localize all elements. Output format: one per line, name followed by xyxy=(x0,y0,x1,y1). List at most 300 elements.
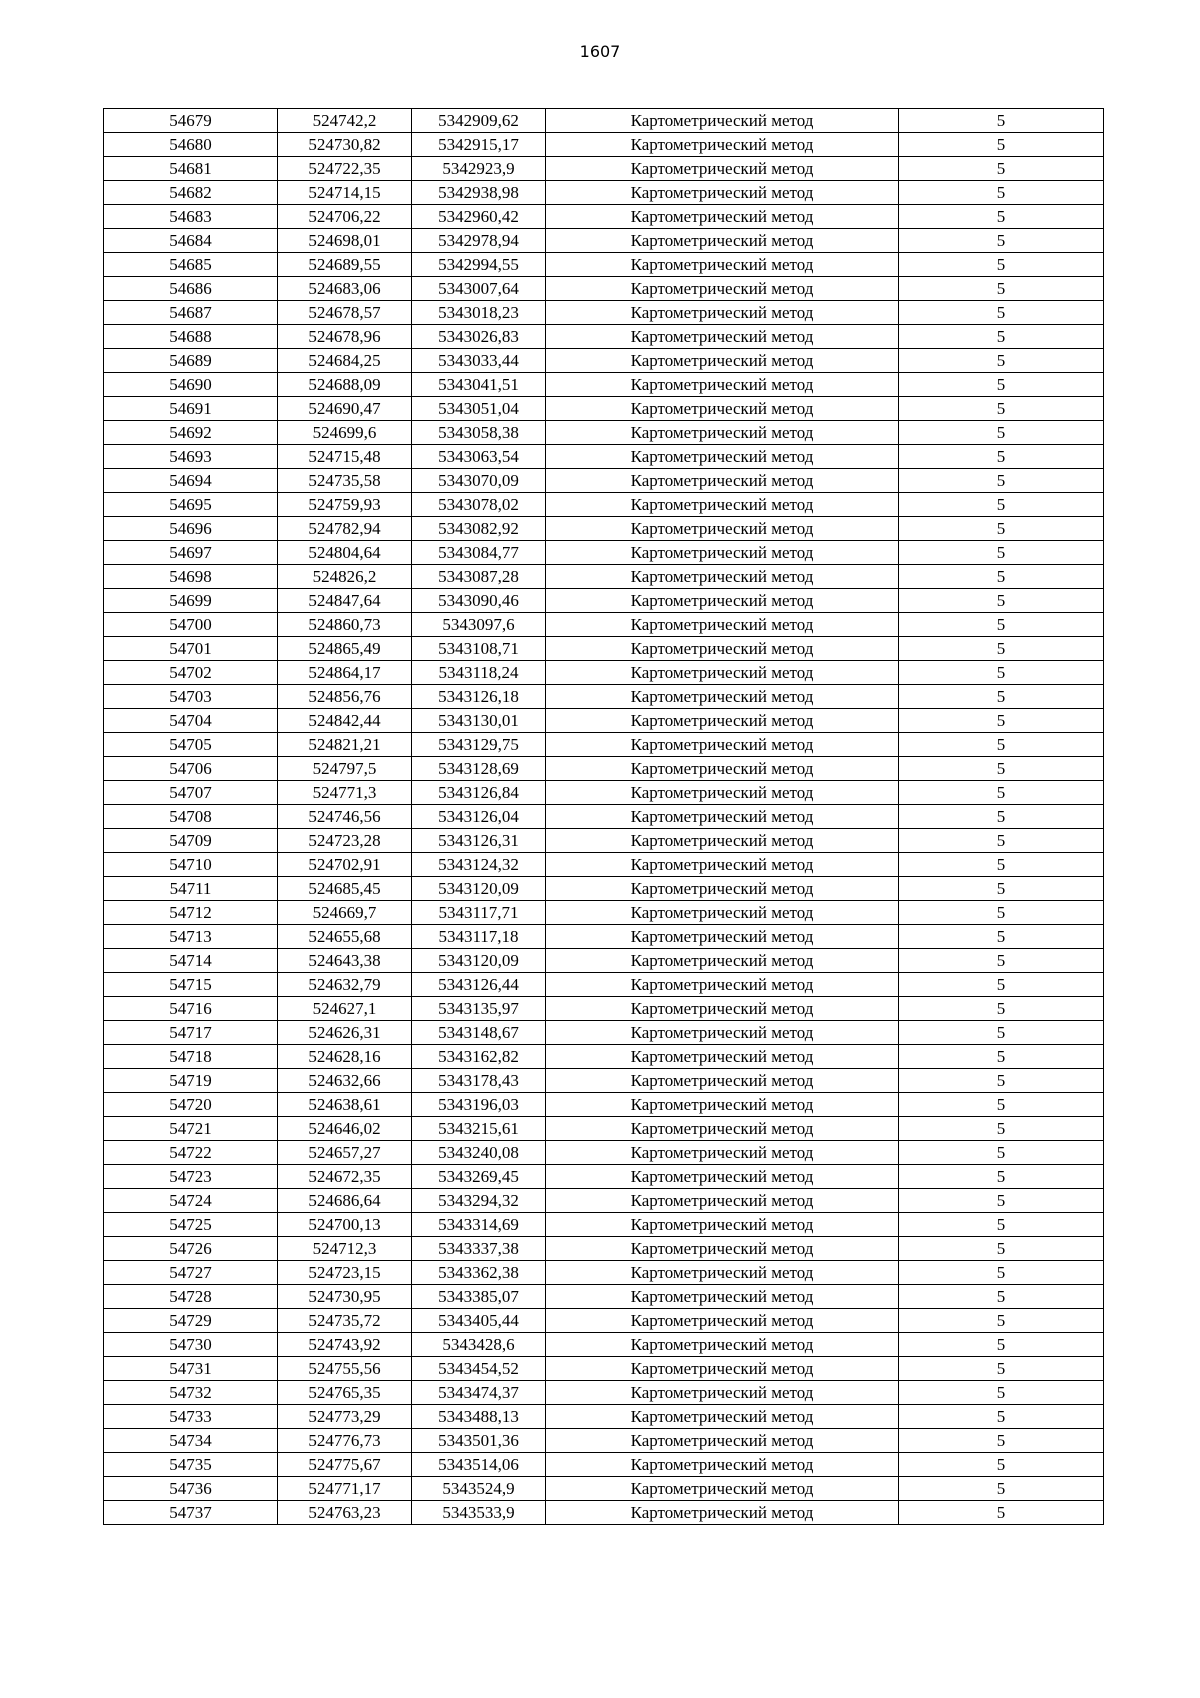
accuracy-cell: 5 xyxy=(899,253,1104,277)
accuracy-cell: 5 xyxy=(899,589,1104,613)
table-row xyxy=(104,1285,1104,1309)
method-cell: Картометрический метод xyxy=(546,829,899,853)
method-cell: Картометрический метод xyxy=(546,109,899,133)
accuracy-cell: 5 xyxy=(899,349,1104,373)
table-row xyxy=(104,1261,1104,1285)
method-cell: Картометрический метод xyxy=(546,733,899,757)
point-number-cell: 54716 xyxy=(104,997,278,1021)
table-row xyxy=(104,1405,1104,1429)
table-row xyxy=(104,829,1104,853)
x-coordinate-cell: 524698,01 xyxy=(278,229,412,253)
method-cell: Картометрический метод xyxy=(546,1381,899,1405)
accuracy-cell: 5 xyxy=(899,1333,1104,1357)
method-cell: Картометрический метод xyxy=(546,565,899,589)
point-number-cell: 54702 xyxy=(104,661,278,685)
x-coordinate-cell: 524856,76 xyxy=(278,685,412,709)
y-coordinate-cell: 5343120,09 xyxy=(412,949,546,973)
y-coordinate-cell: 5343108,71 xyxy=(412,637,546,661)
x-coordinate-cell: 524700,13 xyxy=(278,1213,412,1237)
accuracy-cell: 5 xyxy=(899,973,1104,997)
method-cell: Картометрический метод xyxy=(546,1213,899,1237)
table-row xyxy=(104,1333,1104,1357)
x-coordinate-cell: 524735,72 xyxy=(278,1309,412,1333)
point-number-cell: 54703 xyxy=(104,685,278,709)
method-cell: Картометрический метод xyxy=(546,229,899,253)
x-coordinate-cell: 524742,2 xyxy=(278,109,412,133)
table-row xyxy=(104,397,1104,421)
y-coordinate-cell: 5343269,45 xyxy=(412,1165,546,1189)
point-number-cell: 54707 xyxy=(104,781,278,805)
accuracy-cell: 5 xyxy=(899,637,1104,661)
accuracy-cell: 5 xyxy=(899,1309,1104,1333)
table-row xyxy=(104,541,1104,565)
x-coordinate-cell: 524685,45 xyxy=(278,877,412,901)
method-cell: Картометрический метод xyxy=(546,613,899,637)
y-coordinate-cell: 5343178,43 xyxy=(412,1069,546,1093)
method-cell: Картометрический метод xyxy=(546,805,899,829)
y-coordinate-cell: 5343033,44 xyxy=(412,349,546,373)
point-number-cell: 54687 xyxy=(104,301,278,325)
point-number-cell: 54695 xyxy=(104,493,278,517)
x-coordinate-cell: 524826,2 xyxy=(278,565,412,589)
point-number-cell: 54719 xyxy=(104,1069,278,1093)
x-coordinate-cell: 524669,7 xyxy=(278,901,412,925)
table-row xyxy=(104,1429,1104,1453)
point-number-cell: 54698 xyxy=(104,565,278,589)
y-coordinate-cell: 5343026,83 xyxy=(412,325,546,349)
method-cell: Картометрический метод xyxy=(546,133,899,157)
point-number-cell: 54685 xyxy=(104,253,278,277)
y-coordinate-cell: 5343362,38 xyxy=(412,1261,546,1285)
x-coordinate-cell: 524686,64 xyxy=(278,1189,412,1213)
method-cell: Картометрический метод xyxy=(546,373,899,397)
accuracy-cell: 5 xyxy=(899,877,1104,901)
x-coordinate-cell: 524723,15 xyxy=(278,1261,412,1285)
method-cell: Картометрический метод xyxy=(546,685,899,709)
x-coordinate-cell: 524638,61 xyxy=(278,1093,412,1117)
y-coordinate-cell: 5342994,55 xyxy=(412,253,546,277)
method-cell: Картометрический метод xyxy=(546,445,899,469)
y-coordinate-cell: 5343070,09 xyxy=(412,469,546,493)
y-coordinate-cell: 5342923,9 xyxy=(412,157,546,181)
x-coordinate-cell: 524864,17 xyxy=(278,661,412,685)
method-cell: Картометрический метод xyxy=(546,397,899,421)
y-coordinate-cell: 5343454,52 xyxy=(412,1357,546,1381)
y-coordinate-cell: 5343117,71 xyxy=(412,901,546,925)
table-row xyxy=(104,853,1104,877)
accuracy-cell: 5 xyxy=(899,757,1104,781)
method-cell: Картометрический метод xyxy=(546,1357,899,1381)
method-cell: Картометрический метод xyxy=(546,301,899,325)
y-coordinate-cell: 5343126,44 xyxy=(412,973,546,997)
point-number-cell: 54721 xyxy=(104,1117,278,1141)
point-number-cell: 54725 xyxy=(104,1213,278,1237)
accuracy-cell: 5 xyxy=(899,1285,1104,1309)
x-coordinate-cell: 524683,06 xyxy=(278,277,412,301)
point-number-cell: 54728 xyxy=(104,1285,278,1309)
method-cell: Картометрический метод xyxy=(546,517,899,541)
x-coordinate-cell: 524678,57 xyxy=(278,301,412,325)
table-row xyxy=(104,1141,1104,1165)
x-coordinate-cell: 524657,27 xyxy=(278,1141,412,1165)
table-row xyxy=(104,709,1104,733)
accuracy-cell: 5 xyxy=(899,1117,1104,1141)
point-number-cell: 54694 xyxy=(104,469,278,493)
table-row xyxy=(104,229,1104,253)
y-coordinate-cell: 5342915,17 xyxy=(412,133,546,157)
point-number-cell: 54714 xyxy=(104,949,278,973)
accuracy-cell: 5 xyxy=(899,517,1104,541)
accuracy-cell: 5 xyxy=(899,1045,1104,1069)
y-coordinate-cell: 5342938,98 xyxy=(412,181,546,205)
x-coordinate-cell: 524743,92 xyxy=(278,1333,412,1357)
y-coordinate-cell: 5343126,18 xyxy=(412,685,546,709)
table-row xyxy=(104,109,1104,133)
y-coordinate-cell: 5343129,75 xyxy=(412,733,546,757)
x-coordinate-cell: 524730,95 xyxy=(278,1285,412,1309)
table-row xyxy=(104,301,1104,325)
y-coordinate-cell: 5343162,82 xyxy=(412,1045,546,1069)
point-number-cell: 54679 xyxy=(104,109,278,133)
x-coordinate-cell: 524626,31 xyxy=(278,1021,412,1045)
x-coordinate-cell: 524842,44 xyxy=(278,709,412,733)
x-coordinate-cell: 524655,68 xyxy=(278,925,412,949)
point-number-cell: 54718 xyxy=(104,1045,278,1069)
x-coordinate-cell: 524723,28 xyxy=(278,829,412,853)
method-cell: Картометрический метод xyxy=(546,1045,899,1069)
point-number-cell: 54732 xyxy=(104,1381,278,1405)
accuracy-cell: 5 xyxy=(899,1093,1104,1117)
method-cell: Картометрический метод xyxy=(546,421,899,445)
point-number-cell: 54726 xyxy=(104,1237,278,1261)
accuracy-cell: 5 xyxy=(899,997,1104,1021)
table-row xyxy=(104,1357,1104,1381)
method-cell: Картометрический метод xyxy=(546,349,899,373)
x-coordinate-cell: 524782,94 xyxy=(278,517,412,541)
y-coordinate-cell: 5343082,92 xyxy=(412,517,546,541)
y-coordinate-cell: 5343196,03 xyxy=(412,1093,546,1117)
method-cell: Картометрический метод xyxy=(546,1189,899,1213)
table-row xyxy=(104,1453,1104,1477)
accuracy-cell: 5 xyxy=(899,781,1104,805)
point-number-cell: 54697 xyxy=(104,541,278,565)
accuracy-cell: 5 xyxy=(899,1165,1104,1189)
accuracy-cell: 5 xyxy=(899,1429,1104,1453)
accuracy-cell: 5 xyxy=(899,277,1104,301)
point-number-cell: 54688 xyxy=(104,325,278,349)
table-row xyxy=(104,373,1104,397)
accuracy-cell: 5 xyxy=(899,853,1104,877)
method-cell: Картометрический метод xyxy=(546,1405,899,1429)
table-row xyxy=(104,1165,1104,1189)
x-coordinate-cell: 524690,47 xyxy=(278,397,412,421)
x-coordinate-cell: 524847,64 xyxy=(278,589,412,613)
method-cell: Картометрический метод xyxy=(546,925,899,949)
y-coordinate-cell: 5342978,94 xyxy=(412,229,546,253)
x-coordinate-cell: 524775,67 xyxy=(278,1453,412,1477)
point-number-cell: 54736 xyxy=(104,1477,278,1501)
table-row xyxy=(104,1093,1104,1117)
table-row xyxy=(104,613,1104,637)
accuracy-cell: 5 xyxy=(899,229,1104,253)
x-coordinate-cell: 524735,58 xyxy=(278,469,412,493)
method-cell: Картометрический метод xyxy=(546,1237,899,1261)
table-row xyxy=(104,925,1104,949)
table-row xyxy=(104,133,1104,157)
x-coordinate-cell: 524702,91 xyxy=(278,853,412,877)
y-coordinate-cell: 5343018,23 xyxy=(412,301,546,325)
point-number-cell: 54681 xyxy=(104,157,278,181)
page-number: 1607 xyxy=(579,42,621,61)
x-coordinate-cell: 524771,3 xyxy=(278,781,412,805)
x-coordinate-cell: 524672,35 xyxy=(278,1165,412,1189)
y-coordinate-cell: 5343084,77 xyxy=(412,541,546,565)
point-number-cell: 54690 xyxy=(104,373,278,397)
accuracy-cell: 5 xyxy=(899,181,1104,205)
table-row xyxy=(104,493,1104,517)
table-row xyxy=(104,1213,1104,1237)
table-row xyxy=(104,661,1104,685)
x-coordinate-cell: 524627,1 xyxy=(278,997,412,1021)
table-row xyxy=(104,781,1104,805)
table-row xyxy=(104,157,1104,181)
y-coordinate-cell: 5342960,42 xyxy=(412,205,546,229)
accuracy-cell: 5 xyxy=(899,205,1104,229)
table-row xyxy=(104,1189,1104,1213)
method-cell: Картометрический метод xyxy=(546,325,899,349)
x-coordinate-cell: 524706,22 xyxy=(278,205,412,229)
point-number-cell: 54705 xyxy=(104,733,278,757)
table-row xyxy=(104,901,1104,925)
table-row xyxy=(104,685,1104,709)
y-coordinate-cell: 5343126,04 xyxy=(412,805,546,829)
method-cell: Картометрический метод xyxy=(546,1285,899,1309)
method-cell: Картометрический метод xyxy=(546,1477,899,1501)
coordinates-table-body xyxy=(104,109,1104,1525)
x-coordinate-cell: 524688,09 xyxy=(278,373,412,397)
point-number-cell: 54706 xyxy=(104,757,278,781)
table-row xyxy=(104,1501,1104,1525)
y-coordinate-cell: 5343337,38 xyxy=(412,1237,546,1261)
point-number-cell: 54720 xyxy=(104,1093,278,1117)
point-number-cell: 54724 xyxy=(104,1189,278,1213)
accuracy-cell: 5 xyxy=(899,733,1104,757)
x-coordinate-cell: 524722,35 xyxy=(278,157,412,181)
table-row xyxy=(104,733,1104,757)
point-number-cell: 54700 xyxy=(104,613,278,637)
method-cell: Картометрический метод xyxy=(546,541,899,565)
method-cell: Картометрический метод xyxy=(546,1093,899,1117)
y-coordinate-cell: 5343097,6 xyxy=(412,613,546,637)
accuracy-cell: 5 xyxy=(899,1453,1104,1477)
table-row xyxy=(104,469,1104,493)
x-coordinate-cell: 524678,96 xyxy=(278,325,412,349)
accuracy-cell: 5 xyxy=(899,949,1104,973)
table-row xyxy=(104,205,1104,229)
y-coordinate-cell: 5343126,84 xyxy=(412,781,546,805)
y-coordinate-cell: 5343063,54 xyxy=(412,445,546,469)
accuracy-cell: 5 xyxy=(899,541,1104,565)
point-number-cell: 54710 xyxy=(104,853,278,877)
y-coordinate-cell: 5343533,9 xyxy=(412,1501,546,1525)
method-cell: Картометрический метод xyxy=(546,853,899,877)
table-row xyxy=(104,1117,1104,1141)
x-coordinate-cell: 524865,49 xyxy=(278,637,412,661)
point-number-cell: 54737 xyxy=(104,1501,278,1525)
accuracy-cell: 5 xyxy=(899,1477,1104,1501)
y-coordinate-cell: 5343120,09 xyxy=(412,877,546,901)
method-cell: Картометрический метод xyxy=(546,1165,899,1189)
point-number-cell: 54709 xyxy=(104,829,278,853)
point-number-cell: 54680 xyxy=(104,133,278,157)
accuracy-cell: 5 xyxy=(899,829,1104,853)
table-row xyxy=(104,445,1104,469)
table-row xyxy=(104,1309,1104,1333)
y-coordinate-cell: 5343501,36 xyxy=(412,1429,546,1453)
x-coordinate-cell: 524715,48 xyxy=(278,445,412,469)
accuracy-cell: 5 xyxy=(899,1261,1104,1285)
table-row xyxy=(104,1477,1104,1501)
method-cell: Картометрический метод xyxy=(546,277,899,301)
method-cell: Картометрический метод xyxy=(546,1069,899,1093)
accuracy-cell: 5 xyxy=(899,805,1104,829)
x-coordinate-cell: 524755,56 xyxy=(278,1357,412,1381)
accuracy-cell: 5 xyxy=(899,1213,1104,1237)
x-coordinate-cell: 524643,38 xyxy=(278,949,412,973)
table-row xyxy=(104,1237,1104,1261)
point-number-cell: 54731 xyxy=(104,1357,278,1381)
point-number-cell: 54689 xyxy=(104,349,278,373)
point-number-cell: 54734 xyxy=(104,1429,278,1453)
method-cell: Картометрический метод xyxy=(546,1141,899,1165)
y-coordinate-cell: 5343405,44 xyxy=(412,1309,546,1333)
accuracy-cell: 5 xyxy=(899,397,1104,421)
method-cell: Картометрический метод xyxy=(546,973,899,997)
y-coordinate-cell: 5343007,64 xyxy=(412,277,546,301)
method-cell: Картометрический метод xyxy=(546,757,899,781)
point-number-cell: 54712 xyxy=(104,901,278,925)
method-cell: Картометрический метод xyxy=(546,1309,899,1333)
point-number-cell: 54684 xyxy=(104,229,278,253)
x-coordinate-cell: 524712,3 xyxy=(278,1237,412,1261)
accuracy-cell: 5 xyxy=(899,133,1104,157)
point-number-cell: 54730 xyxy=(104,1333,278,1357)
accuracy-cell: 5 xyxy=(899,493,1104,517)
y-coordinate-cell: 5343078,02 xyxy=(412,493,546,517)
method-cell: Картометрический метод xyxy=(546,1453,899,1477)
x-coordinate-cell: 524646,02 xyxy=(278,1117,412,1141)
table-row xyxy=(104,1045,1104,1069)
table-row xyxy=(104,1069,1104,1093)
accuracy-cell: 5 xyxy=(899,1069,1104,1093)
x-coordinate-cell: 524821,21 xyxy=(278,733,412,757)
x-coordinate-cell: 524714,15 xyxy=(278,181,412,205)
accuracy-cell: 5 xyxy=(899,661,1104,685)
method-cell: Картометрический метод xyxy=(546,877,899,901)
x-coordinate-cell: 524699,6 xyxy=(278,421,412,445)
method-cell: Картометрический метод xyxy=(546,997,899,1021)
y-coordinate-cell: 5343041,51 xyxy=(412,373,546,397)
y-coordinate-cell: 5343240,08 xyxy=(412,1141,546,1165)
method-cell: Картометрический метод xyxy=(546,1021,899,1045)
method-cell: Картометрический метод xyxy=(546,1501,899,1525)
point-number-cell: 54686 xyxy=(104,277,278,301)
y-coordinate-cell: 5343128,69 xyxy=(412,757,546,781)
accuracy-cell: 5 xyxy=(899,1021,1104,1045)
accuracy-cell: 5 xyxy=(899,613,1104,637)
accuracy-cell: 5 xyxy=(899,1381,1104,1405)
point-number-cell: 54715 xyxy=(104,973,278,997)
method-cell: Картометрический метод xyxy=(546,949,899,973)
x-coordinate-cell: 524628,16 xyxy=(278,1045,412,1069)
table-row xyxy=(104,1021,1104,1045)
y-coordinate-cell: 5343215,61 xyxy=(412,1117,546,1141)
table-row xyxy=(104,637,1104,661)
y-coordinate-cell: 5342909,62 xyxy=(412,109,546,133)
y-coordinate-cell: 5343058,38 xyxy=(412,421,546,445)
accuracy-cell: 5 xyxy=(899,469,1104,493)
table-row xyxy=(104,949,1104,973)
table-row xyxy=(104,517,1104,541)
y-coordinate-cell: 5343294,32 xyxy=(412,1189,546,1213)
accuracy-cell: 5 xyxy=(899,1189,1104,1213)
method-cell: Картометрический метод xyxy=(546,205,899,229)
table-row xyxy=(104,877,1104,901)
method-cell: Картометрический метод xyxy=(546,661,899,685)
y-coordinate-cell: 5343314,69 xyxy=(412,1213,546,1237)
accuracy-cell: 5 xyxy=(899,685,1104,709)
point-number-cell: 54683 xyxy=(104,205,278,229)
point-number-cell: 54701 xyxy=(104,637,278,661)
method-cell: Картометрический метод xyxy=(546,1117,899,1141)
method-cell: Картометрический метод xyxy=(546,157,899,181)
accuracy-cell: 5 xyxy=(899,301,1104,325)
y-coordinate-cell: 5343474,37 xyxy=(412,1381,546,1405)
coordinates-table xyxy=(103,108,1104,1525)
y-coordinate-cell: 5343130,01 xyxy=(412,709,546,733)
x-coordinate-cell: 524804,64 xyxy=(278,541,412,565)
method-cell: Картометрический метод xyxy=(546,1261,899,1285)
table-row xyxy=(104,349,1104,373)
y-coordinate-cell: 5343126,31 xyxy=(412,829,546,853)
accuracy-cell: 5 xyxy=(899,1405,1104,1429)
accuracy-cell: 5 xyxy=(899,709,1104,733)
point-number-cell: 54713 xyxy=(104,925,278,949)
y-coordinate-cell: 5343135,97 xyxy=(412,997,546,1021)
table-row xyxy=(104,757,1104,781)
point-number-cell: 54708 xyxy=(104,805,278,829)
table-row xyxy=(104,997,1104,1021)
method-cell: Картометрический метод xyxy=(546,589,899,613)
x-coordinate-cell: 524689,55 xyxy=(278,253,412,277)
table-row xyxy=(104,421,1104,445)
accuracy-cell: 5 xyxy=(899,445,1104,469)
table-row xyxy=(104,277,1104,301)
method-cell: Картометрический метод xyxy=(546,781,899,805)
point-number-cell: 54696 xyxy=(104,517,278,541)
accuracy-cell: 5 xyxy=(899,157,1104,181)
point-number-cell: 54727 xyxy=(104,1261,278,1285)
y-coordinate-cell: 5343117,18 xyxy=(412,925,546,949)
method-cell: Картометрический метод xyxy=(546,1429,899,1453)
y-coordinate-cell: 5343488,13 xyxy=(412,1405,546,1429)
point-number-cell: 54704 xyxy=(104,709,278,733)
x-coordinate-cell: 524860,73 xyxy=(278,613,412,637)
y-coordinate-cell: 5343124,32 xyxy=(412,853,546,877)
point-number-cell: 54722 xyxy=(104,1141,278,1165)
x-coordinate-cell: 524632,66 xyxy=(278,1069,412,1093)
method-cell: Картометрический метод xyxy=(546,493,899,517)
